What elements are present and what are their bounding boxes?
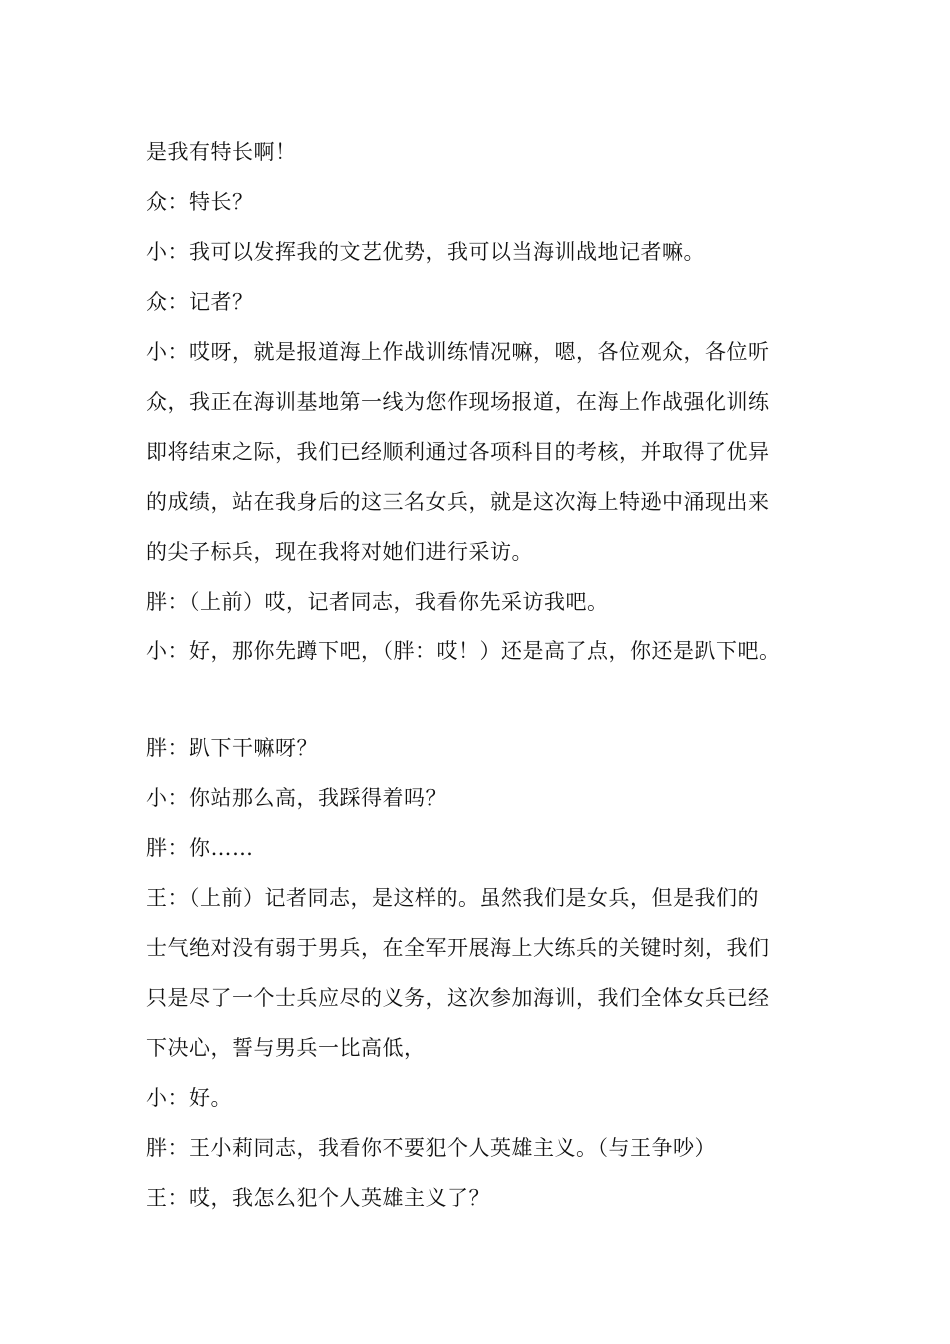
text-line: 众：记者？	[146, 290, 254, 314]
text-line: 胖：王小莉同志，我看你不要犯个人英雄主义。（与王争吵）	[146, 1136, 716, 1160]
text-line: 的尖子标兵，现在我将对她们进行采访。	[146, 540, 533, 564]
text-line: 的成绩，站在我身后的这三名女兵，就是这次海上特逊中涌现出来	[146, 490, 770, 514]
text-line: 只是尽了一个士兵应尽的义务，这次参加海训，我们全体女兵已经	[146, 986, 770, 1010]
text-line: 即将结束之际，我们已经顺利通过各项科目的考核，并取得了优异	[146, 440, 770, 464]
text-line: 小：哎呀，就是报道海上作战训练情况嘛，嗯，各位观众，各位听	[146, 340, 770, 364]
text-line: 胖：你……	[146, 836, 254, 860]
text-line: 众：特长？	[146, 190, 254, 214]
text-line: 小：你站那么高，我踩得着吗？	[146, 786, 447, 810]
text-line: 王：哎，我怎么犯个人英雄主义了？	[146, 1186, 490, 1210]
text-line: 王：（上前）记者同志，是这样的。虽然我们是女兵，但是我们的	[146, 886, 759, 910]
text-line: 胖：（上前）哎，记者同志，我看你先采访我吧。	[146, 590, 609, 614]
text-line: 是我有特长啊！	[146, 140, 297, 164]
text-line: 下决心，誓与男兵一比高低，	[146, 1036, 426, 1060]
text-line: 众，我正在海训基地第一线为您作现场报道，在海上作战强化训练	[146, 390, 770, 414]
text-line: 胖：趴下干嘛呀？	[146, 736, 318, 760]
text-line: 小：好。	[146, 1086, 232, 1110]
text-line: 小：我可以发挥我的文艺优势，我可以当海训战地记者嘛。	[146, 240, 705, 264]
text-line: 小：好，那你先蹲下吧，（胖：哎！）还是高了点，你还是趴下吧。	[146, 639, 781, 663]
text-line: 士气绝对没有弱于男兵，在全军开展海上大练兵的关键时刻，我们	[146, 936, 770, 960]
